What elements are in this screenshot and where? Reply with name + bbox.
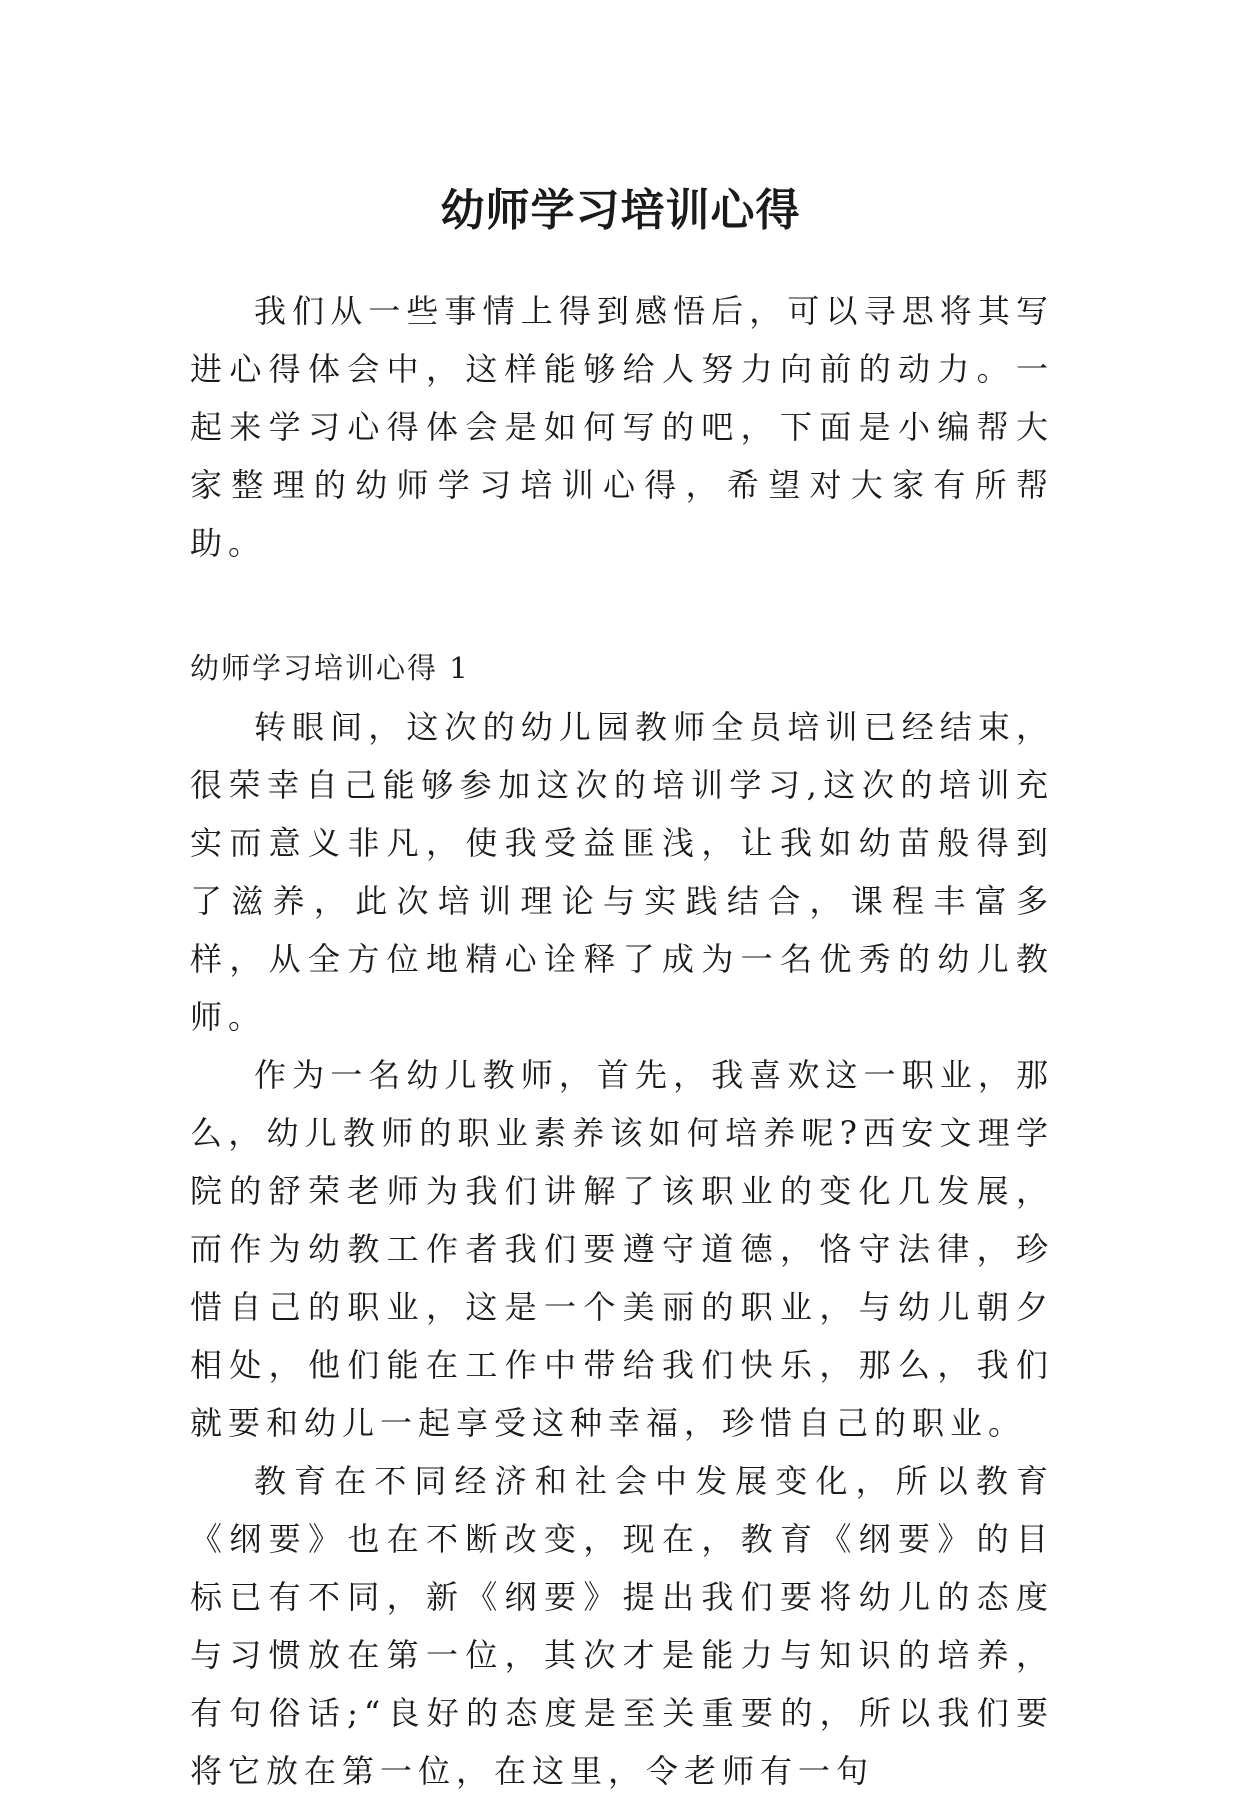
body-paragraph: 作为一名幼儿教师，首先，我喜欢这一职业，那么，幼儿教师的职业素养该如何培养呢?西安文理学院的舒荣老师为我们讲解了该职业的变化几发展，而作为幼教工作者我们要遵守道德，恪守法律，珍惜自己的职业，这是一个美丽的职业，与幼儿朝夕相处，他们能在工作中带给我们快乐，那么，我们就要和幼儿一起享受这种幸福，珍惜自己的职业。 <box>190 1056 1054 1442</box>
intro-paragraph: 我们从一些事情上得到感悟后，可以寻思将其写进心得体会中，这样能够给人努力向前的动力。一起来学习心得体会是如何写的吧，下面是小编帮大家整理的幼师学习培训心得，希望对大家有所帮助。 <box>190 292 1054 562</box>
document-body <box>190 282 1054 1800</box>
section-heading: 幼师学习培训心得 1 <box>190 651 470 685</box>
document-title: 幼师学习培训心得 <box>440 185 801 237</box>
body-paragraph: 教育在不同经济和社会中发展变化，所以教育《纲要》也在不断改变，现在，教育《纲要》的目标已有不同，新《纲要》提出我们要将幼儿的态度与习惯放在第一位，其次才是能力与知识的培养，有句俗话;“良好的态度是至关重要的，所以我们要将它放在第一位，在这里，令老师有一句 <box>190 1462 1054 1790</box>
body-paragraph: 转眼间，这次的幼儿园教师全员培训已经结束，很荣幸自己能够参加这次的培训学习,这次的培训充实而意义非凡，使我受益匪浅，让我如幼苗般得到了滋养，此次培训理论与实践结合，课程丰富多样，从全方位地精心诠释了成为一名优秀的幼儿教师。 <box>190 708 1054 1036</box>
